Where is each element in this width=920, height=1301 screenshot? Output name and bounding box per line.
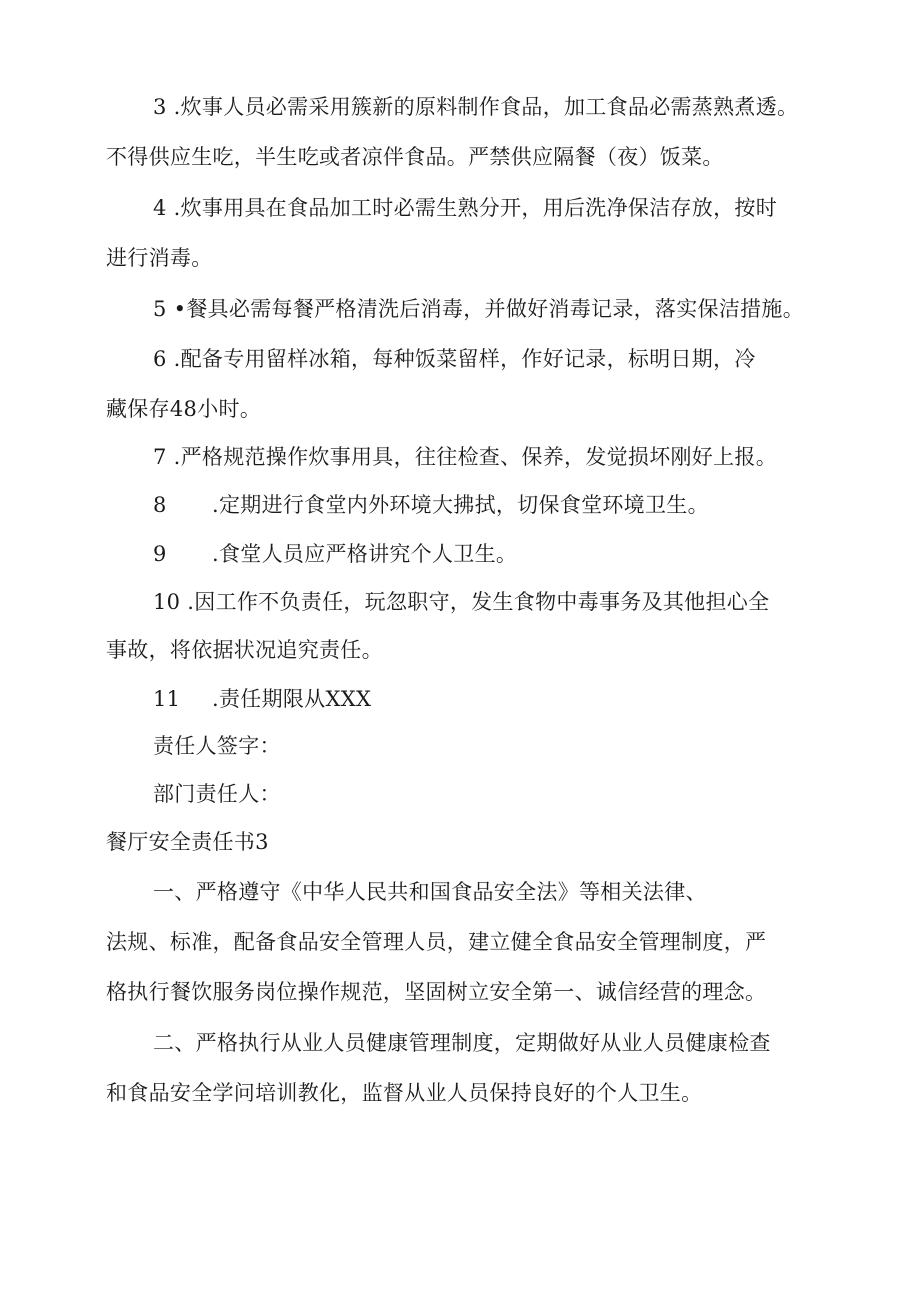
- item-3-line-1: 3 .炊事人员必需采用簇新的原料制作食品，加工食品必需蒸熟煮透。: [153, 95, 799, 119]
- section-title: 餐厅安全责任书3: [106, 830, 269, 854]
- clause-1-line-2: 法规、标准，配备食品安全管理人员，建立健全食品安全管理制度，严: [106, 930, 767, 954]
- responsible-person-signature: 责任人签字：: [153, 734, 281, 758]
- item-4-line-1: 4 .炊事用具在食品加工时必需生熟分开，用后洗净保洁存放，按时: [153, 196, 778, 220]
- item-8-text: .定期进行食堂内外环境大拂拭，切保食堂环境卫生。: [212, 493, 709, 517]
- item-11-text: .责任期限从XXX: [212, 687, 372, 711]
- item-5-line-1: 5 •餐具必需每餐严格清洗后消毒，并做好消毒记录，落实保洁措施。: [153, 297, 805, 321]
- item-9-text: .食堂人员应严格讲究个人卫生。: [212, 542, 518, 566]
- clause-2-line-1: 二、严格执行从业人员健康管理制度，定期做好从业人员健康检查: [153, 1031, 771, 1055]
- department-responsible-person: 部门责任人：: [153, 782, 281, 806]
- item-8-number: 8: [153, 493, 167, 517]
- clause-2-line-2: 和食品安全学问培训教化，监督从业人员保持良好的个人卫生。: [106, 1081, 703, 1105]
- clause-1-line-3: 格执行餐饮服务岗位操作规范，坚固树立安全第一、诚信经营的理念。: [106, 980, 767, 1004]
- clause-1-line-1: 一、严格遵守《中华人民共和国食品安全法》等相关法律、: [153, 880, 707, 904]
- item-9-number: 9: [153, 542, 167, 566]
- item-11-number: 11: [153, 687, 181, 711]
- item-3-line-2: 不得供应生吃，半生吃或者凉伴食品。严禁供应隔餐（夜）饭菜。: [106, 145, 724, 169]
- item-6-line-2: 藏保存48小时。: [106, 397, 262, 421]
- item-4-line-2: 进行消毒。: [106, 246, 213, 270]
- item-10-line-1: 10 .因工作不负责任，玩忽职守，发生食物中毒事务及其他担心全: [153, 590, 770, 614]
- item-10-line-2: 事故，将依据状况追究责任。: [106, 638, 383, 662]
- item-7-line-1: 7 .严格规范操作炊事用具，往往检查、保养，发觉损坏刚好上报。: [153, 445, 778, 469]
- item-6-line-1: 6 .配备专用留样冰箱，每种饭菜留样，作好记录，标明日期，冷: [153, 347, 756, 371]
